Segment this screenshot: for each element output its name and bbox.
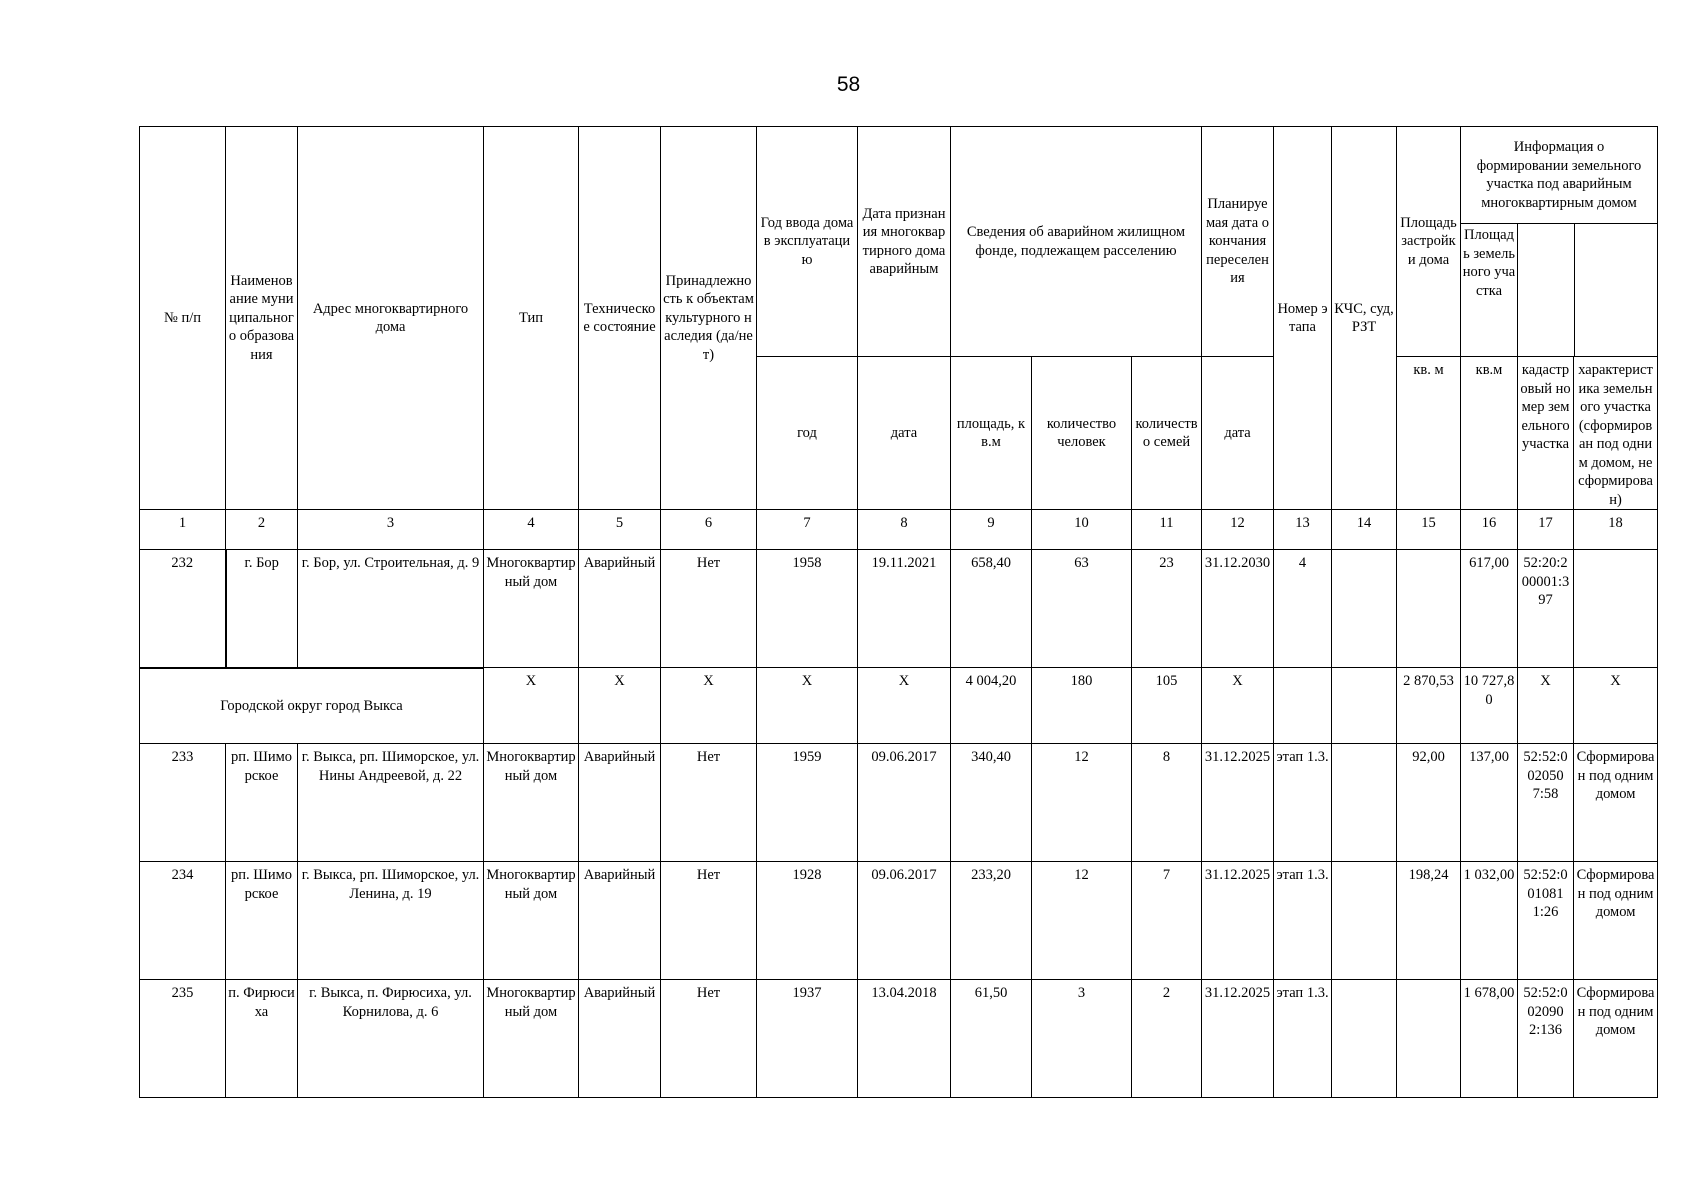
column-number-row: [140, 510, 1658, 550]
header-families-sub: количество семей: [1132, 357, 1202, 510]
summary-land-area: 10 727,80: [1461, 668, 1518, 744]
col-number: 14: [1332, 510, 1397, 550]
summary-date-planned: X: [1202, 668, 1274, 744]
summary-people: 180: [1032, 668, 1132, 744]
summary-stage: [1274, 668, 1332, 744]
row-address: г. Выкса, рп. Шиморское, ул. Нины Андреевой, д. 22: [298, 744, 484, 862]
row-state: Аварийный: [579, 744, 661, 862]
header-type: Тип: [484, 127, 579, 510]
row-address: г. Бор, ул. Строительная, д. 9: [298, 550, 484, 668]
summary-row: [140, 668, 1658, 744]
row-area: 61,50: [951, 980, 1032, 1098]
row-mo: рп. Шиморское: [226, 862, 298, 980]
header-group-land-title: Информация о формировании земельного участка под аварийным многоквартирным домом: [1461, 127, 1657, 224]
row-year: 1959: [757, 744, 858, 862]
col-number: 15: [1397, 510, 1461, 550]
header-build-area-sub: кв. м: [1397, 357, 1461, 510]
row-area: 233,20: [951, 862, 1032, 980]
row-mo: рп. Шиморское: [226, 744, 298, 862]
row-area: 340,40: [951, 744, 1032, 862]
header-date-planned: Планируемая дата окончания переселения: [1202, 127, 1274, 357]
header-date-recognized: Дата признания многоквартирного дома аварийным: [858, 127, 951, 357]
row-land-area: 1 032,00: [1461, 862, 1518, 980]
summary-build-area: 2 870,53: [1397, 668, 1461, 744]
summary-area: 4 004,20: [951, 668, 1032, 744]
row-cadastral: 52:52:002090 2:136: [1518, 980, 1574, 1098]
row-date-recognized: 09.06.2017: [858, 744, 951, 862]
header-year: Год ввода дома в эксплуатацию: [757, 127, 858, 357]
table-row: [140, 744, 1658, 862]
header-date-recognized-sub: дата: [858, 357, 951, 510]
col-number: 12: [1202, 510, 1274, 550]
header-build-area: Площадь застройки дома: [1397, 127, 1461, 357]
row-heritage: Нет: [661, 862, 757, 980]
col-number: 10: [1032, 510, 1132, 550]
col-number: 2: [226, 510, 298, 550]
row-people: 63: [1032, 550, 1132, 668]
header-cadastral-top: [1518, 224, 1574, 356]
row-land-area: 1 678,00: [1461, 980, 1518, 1098]
row-date-recognized: 09.06.2017: [858, 862, 951, 980]
row-num: 232: [140, 550, 226, 668]
header-year-sub: год: [757, 357, 858, 510]
row-date-planned: 31.12.2030: [1202, 550, 1274, 668]
header-area-sub: площадь, кв.м: [951, 357, 1032, 510]
row-families: 7: [1132, 862, 1202, 980]
row-cadastral: 52:52:002050 7:58: [1518, 744, 1574, 862]
row-heritage: Нет: [661, 744, 757, 862]
col-number: 9: [951, 510, 1032, 550]
row-state: Аварийный: [579, 862, 661, 980]
row-date-planned: 31.12.2025: [1202, 862, 1274, 980]
header-land-area-sub: кв.м: [1461, 357, 1518, 510]
row-state: Аварийный: [579, 550, 661, 668]
col-number: 6: [661, 510, 757, 550]
table-row: [140, 862, 1658, 980]
header-group-housing: Сведения об аварийном жилищном фонде, подлежащем расселению: [951, 127, 1202, 357]
row-type: Многоквартирный дом: [484, 550, 579, 668]
row-people: 12: [1032, 744, 1132, 862]
row-people: 3: [1032, 980, 1132, 1098]
row-date-planned: 31.12.2025: [1202, 744, 1274, 862]
header-land-char-top: [1574, 224, 1657, 356]
row-families: 2: [1132, 980, 1202, 1098]
row-mo: г. Бор: [226, 550, 298, 668]
col-number: 18: [1574, 510, 1658, 550]
col-number: 3: [298, 510, 484, 550]
summary-heritage: X: [661, 668, 757, 744]
summary-year: X: [757, 668, 858, 744]
emergency-housing-table: [139, 126, 1658, 1098]
row-year: 1937: [757, 980, 858, 1098]
row-build-area: [1397, 550, 1461, 668]
row-kchs: [1332, 862, 1397, 980]
row-families: 8: [1132, 744, 1202, 862]
summary-land-char: X: [1574, 668, 1658, 744]
row-land-char: Сформирован под одним домом: [1574, 980, 1658, 1098]
col-number: 8: [858, 510, 951, 550]
row-cadastral: 52:52:001081 1:26: [1518, 862, 1574, 980]
summary-cadastral: X: [1518, 668, 1574, 744]
row-num: 235: [140, 980, 226, 1098]
row-date-recognized: 19.11.2021: [858, 550, 951, 668]
row-land-area: 617,00: [1461, 550, 1518, 668]
col-number: 16: [1461, 510, 1518, 550]
summary-families: 105: [1132, 668, 1202, 744]
row-land-char: [1574, 550, 1658, 668]
header-land-area: Площадь земельного участка: [1461, 224, 1518, 356]
row-type: Многоквартирный дом: [484, 980, 579, 1098]
row-num: 234: [140, 862, 226, 980]
row-stage: этап 1.3.: [1274, 862, 1332, 980]
summary-label: Городской округ город Выкса: [140, 668, 484, 744]
header-land-char: характеристика земельного участка (сформирован под одним домом, не сформирован): [1574, 357, 1658, 510]
header-cadastral: кадастровый номер земельного участка: [1518, 357, 1574, 510]
row-type: Многоквартирный дом: [484, 862, 579, 980]
header-people-sub: количество человек: [1032, 357, 1132, 510]
row-stage: 4: [1274, 550, 1332, 668]
row-families: 23: [1132, 550, 1202, 668]
row-kchs: [1332, 550, 1397, 668]
row-heritage: Нет: [661, 550, 757, 668]
row-land-char: Сформирован под одним домом: [1574, 862, 1658, 980]
header-date-planned-sub: дата: [1202, 357, 1274, 510]
col-number: 17: [1518, 510, 1574, 550]
header-mo: Наименование муниципального образования: [226, 127, 298, 510]
row-mo: п. Фирюсиха: [226, 980, 298, 1098]
row-stage: этап 1.3.: [1274, 744, 1332, 862]
summary-kchs: [1332, 668, 1397, 744]
header-kchs: КЧС, суд, РЗТ: [1332, 127, 1397, 510]
page-number: 58: [836, 73, 861, 96]
table-row: [140, 550, 1658, 668]
header-address: Адрес многоквартирного дома: [298, 127, 484, 510]
row-state: Аварийный: [579, 980, 661, 1098]
row-build-area: 198,24: [1397, 862, 1461, 980]
summary-date-recognized: X: [858, 668, 951, 744]
row-address: г. Выкса, п. Фирюсиха, ул. Корнилова, д. 6: [298, 980, 484, 1098]
row-num: 233: [140, 744, 226, 862]
row-kchs: [1332, 980, 1397, 1098]
header-heritage: Принадлежность к объектам культурного наследия (да/нет): [661, 127, 757, 510]
col-number: 1: [140, 510, 226, 550]
row-land-area: 137,00: [1461, 744, 1518, 862]
row-kchs: [1332, 744, 1397, 862]
row-land-char: Сформирован под одним домом: [1574, 744, 1658, 862]
row-people: 12: [1032, 862, 1132, 980]
header-num: № п/п: [140, 127, 226, 510]
col-number: 4: [484, 510, 579, 550]
summary-type: X: [484, 668, 579, 744]
row-year: 1928: [757, 862, 858, 980]
header-state: Техническое состояние: [579, 127, 661, 510]
summary-state: X: [579, 668, 661, 744]
row-area: 658,40: [951, 550, 1032, 668]
col-number: 13: [1274, 510, 1332, 550]
header-stage: Номер этапа: [1274, 127, 1332, 510]
row-date-planned: 31.12.2025: [1202, 980, 1274, 1098]
row-build-area: [1397, 980, 1461, 1098]
row-type: Многоквартирный дом: [484, 744, 579, 862]
row-cadastral: 52:20:200001:397: [1518, 550, 1574, 668]
row-address: г. Выкса, рп. Шиморское, ул. Ленина, д. 19: [298, 862, 484, 980]
row-heritage: Нет: [661, 980, 757, 1098]
col-number: 5: [579, 510, 661, 550]
col-number: 11: [1132, 510, 1202, 550]
row-year: 1958: [757, 550, 858, 668]
row-build-area: 92,00: [1397, 744, 1461, 862]
table-row: [140, 980, 1658, 1098]
header-group-land: [1461, 127, 1658, 357]
row-date-recognized: 13.04.2018: [858, 980, 951, 1098]
row-stage: этап 1.3.: [1274, 980, 1332, 1098]
col-number: 7: [757, 510, 858, 550]
